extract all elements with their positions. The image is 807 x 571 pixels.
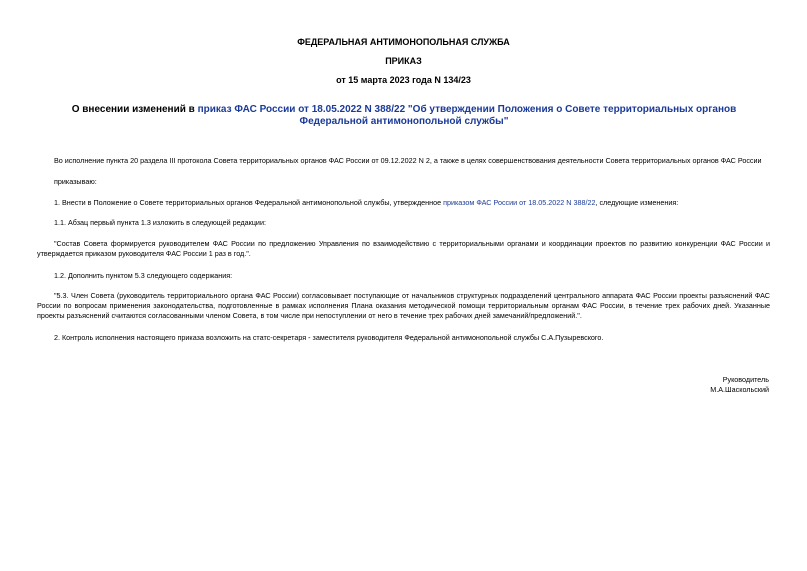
item-1-2-paragraph: 1.2. Дополнить пунктом 5.3 следующего содержания: [54, 271, 233, 280]
quote-1-paragraph: "Состав Совета формируется руководителем ФАС России по предложению Управления по взаимодействию с территориальными органами и координации проектов по развитию конкуренции ФАС России и утверждается приказом руководителя ФАС России 1 раз в год.". [37, 239, 770, 258]
title-link[interactable]: приказ ФАС России от 18.05.2022 N 388/22 "Об утверждении Положения о Совете территориальных органов Федеральной антимонопольной службы" [197, 104, 737, 127]
title-prefix: О внесении изменений в [71, 104, 198, 115]
order-word: приказываю: [54, 177, 97, 186]
signature-role: Руководитель [722, 375, 769, 384]
document-type: ПРИКАЗ [385, 56, 422, 66]
document-date-number: от 15 марта 2023 года N 134/23 [336, 75, 471, 85]
item-1-1-paragraph: 1.1. Абзац первый пункта 1.3 изложить в следующей редакции: [54, 218, 266, 227]
item-1-link[interactable]: приказом ФАС России от 18.05.2022 N 388/22 [443, 198, 596, 207]
agency-name: ФЕДЕРАЛЬНАЯ АНТИМОНОПОЛЬНАЯ СЛУЖБА [297, 37, 510, 47]
item-2-paragraph: 2. Контроль исполнения настоящего приказа возложить на статс-секретаря - заместителя руководителя Федеральной антимонопольной службы С.А.Пузыревского. [54, 333, 604, 342]
item-1-suffix: , следующие изменения: [595, 198, 679, 207]
item-1-paragraph [37, 198, 770, 208]
intro-paragraph: Во исполнение пункта 20 раздела III протокола Совета территориальных органов ФАС России от 09.12.2022 N 2, а также в целях совершенствования деятельности Совета территориальных органов ФАС России [54, 156, 762, 165]
item-1-prefix: 1. Внести в Положение о Совете территориальных органов Федеральной антимонопольной службы, утвержденное [54, 198, 444, 207]
signature-name: М.А.Шаскольский [710, 385, 769, 394]
quote-2-paragraph: "5.3. Член Совета (руководитель территориального органа ФАС России) согласовывает поступающие от начальников структурных подразделений центрального аппарата ФАС России проекты разъяснений ФАС России по вопросам применения законодательства, подготовленные в рамках исполнения Плана оказания методической помощи территориальным органам ФАС России, в течение трех рабочих дней. Указанные проекты разъяснений считаются согласованными членом Совета, в том числе при непоступлении от него в течение трех рабочих дней замечаний/предложений.". [37, 291, 770, 320]
document-title [70, 104, 738, 128]
